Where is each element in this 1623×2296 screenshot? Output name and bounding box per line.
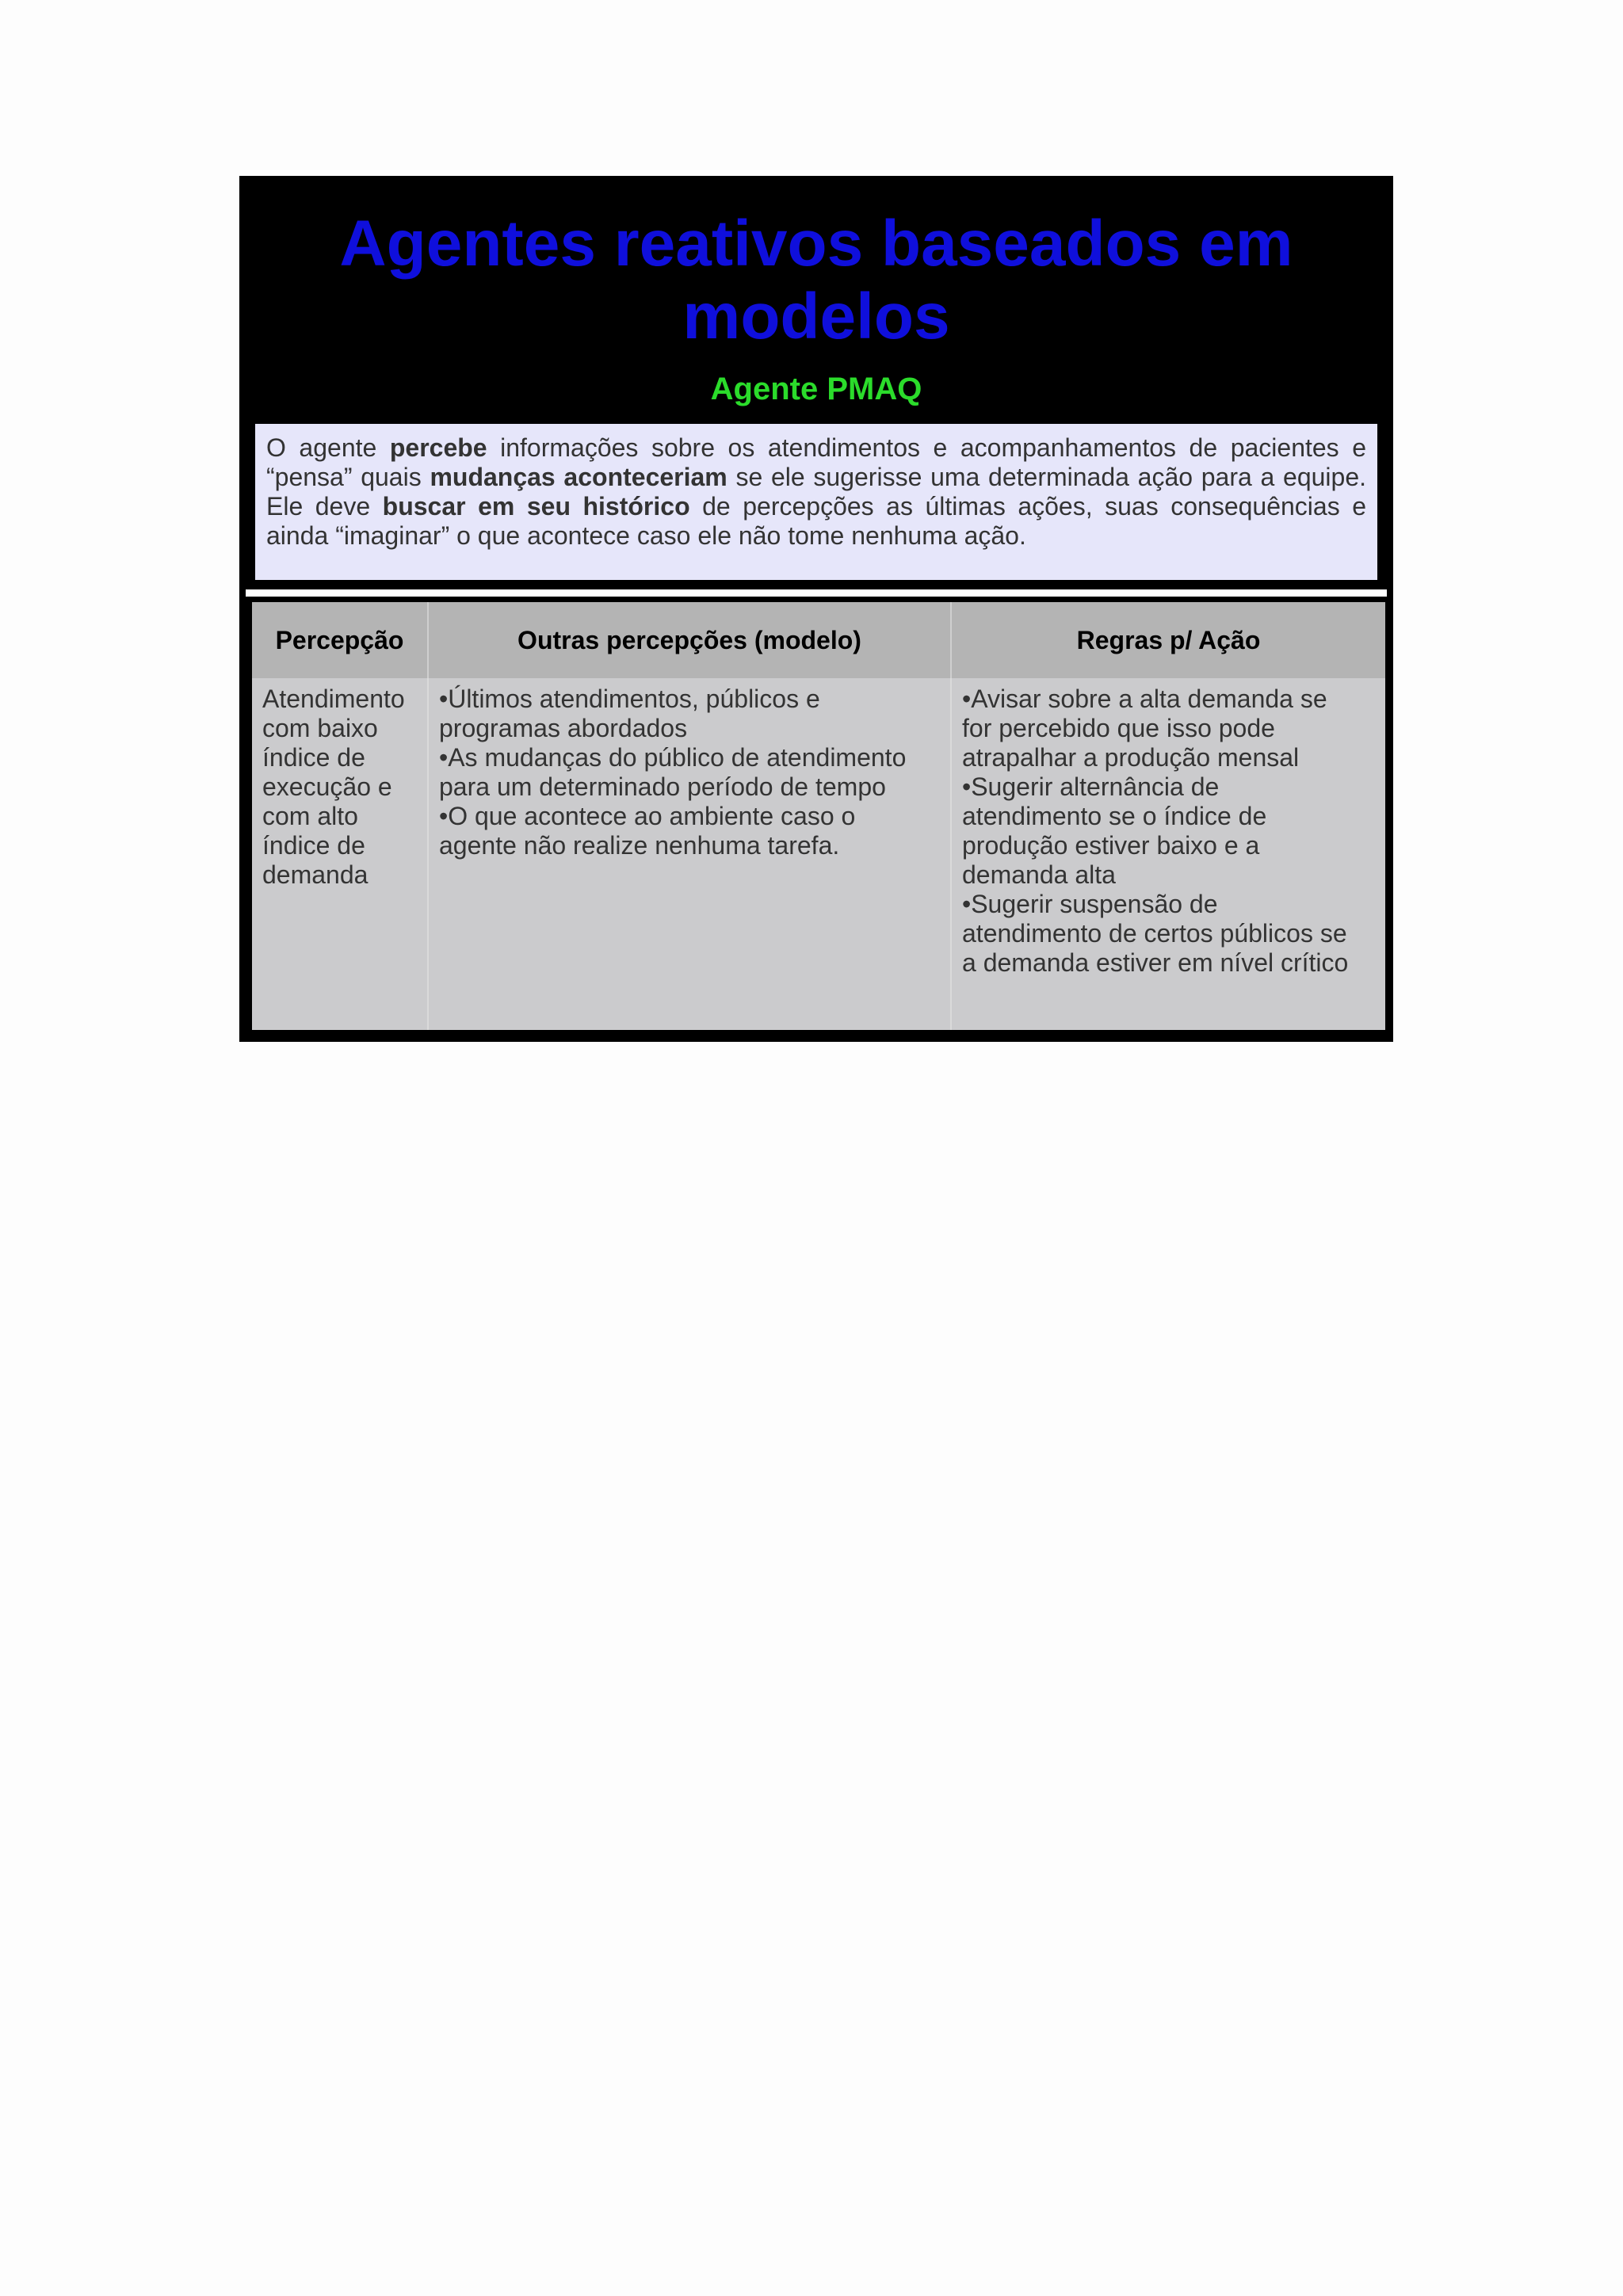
table-header-row [252, 602, 1385, 678]
cell-line: •O que acontece ao ambiente caso o [439, 802, 856, 830]
description-bold-1: percebe [389, 433, 487, 462]
cell-line: índice de [262, 831, 365, 860]
description-text-1: O agente [266, 433, 390, 462]
cell-line: •Sugerir suspensão de [962, 890, 1218, 918]
cell-regras-acao [951, 678, 1385, 1030]
cell-line: •Sugerir alternância de [962, 772, 1220, 801]
cell-line: para um determinado período de tempo [439, 772, 886, 801]
cell-line: •Avisar sobre a alta demanda se [962, 685, 1327, 713]
header-regras-acao: Regras p/ Ação [951, 602, 1385, 678]
slide [239, 176, 1393, 1042]
cell-line: índice de [262, 743, 365, 772]
cell-line: programas abordados [439, 714, 688, 742]
cell-line: Atendimento [262, 685, 405, 713]
cell-line: demanda [262, 860, 369, 889]
slide-subtitle: Agente PMAQ [710, 372, 922, 406]
cell-line: atrapalhar a produção mensal [962, 743, 1300, 772]
cell-line: atendimento de certos públicos se [962, 919, 1347, 948]
slide-title [239, 208, 1393, 353]
description-text-2: informações sobre os atendimentos e acompanhamentos de pacientes e “pensa” quais [266, 433, 1367, 491]
cell-line: agente não realize nenhuma tarefa. [439, 831, 840, 860]
cell-percepcao [252, 678, 428, 1030]
cell-line: com alto [262, 802, 358, 830]
description-text-3: se ele sugerisse uma determinada ação para a equipe. Ele deve [266, 463, 1367, 521]
description-text-4: de percepções as últimas ações, suas consequências e ainda “imaginar” o que acontece caso ele não tome nenhuma ação. [266, 492, 1367, 550]
cell-line: •As mudanças do público de atendimento [439, 743, 907, 772]
agent-table [252, 602, 1385, 1030]
title-line-1: Agentes reativos baseados em [339, 208, 1293, 280]
cell-line: a demanda estiver em nível crítico [962, 948, 1349, 977]
table-row [252, 678, 1385, 1030]
header-percepcao: Percepção [252, 602, 428, 678]
cell-line: atendimento se o índice de [962, 802, 1267, 830]
cell-line: •Últimos atendimentos, públicos e [439, 685, 820, 713]
cell-line: com baixo [262, 714, 378, 742]
cell-line: demanda alta [962, 860, 1116, 889]
cell-outras-percepcoes [428, 678, 951, 1030]
description-bold-2: mudanças aconteceriam [430, 463, 727, 491]
description-bold-3: buscar em seu histórico [382, 492, 690, 521]
description-box [255, 424, 1377, 580]
title-line-2: modelos [682, 280, 950, 353]
cell-line: produção estiver baixo e a [962, 831, 1260, 860]
divider [246, 589, 1387, 597]
header-outras-percepcoes: Outras percepções (modelo) [428, 602, 951, 678]
cell-line: for percebido que isso pode [962, 714, 1275, 742]
cell-line: execução e [262, 772, 392, 801]
